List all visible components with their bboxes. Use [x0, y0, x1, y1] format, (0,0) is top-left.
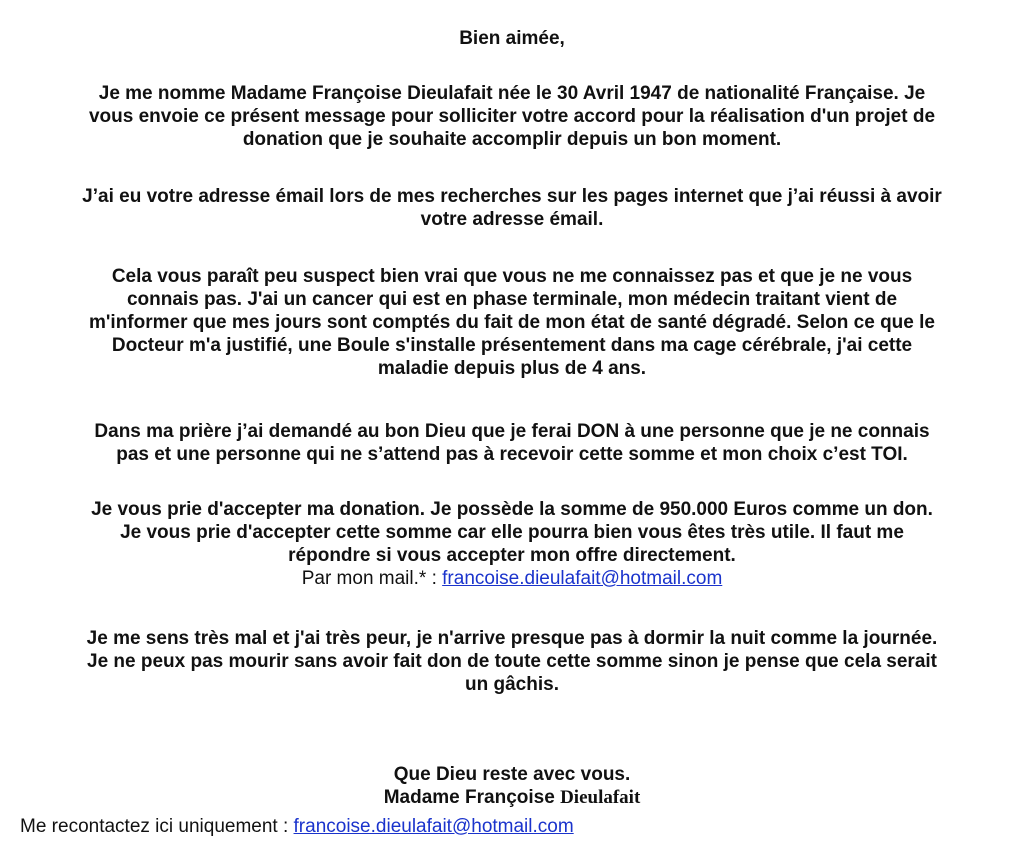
- paragraph-line: J’ai eu votre adresse émail lors de mes recherches sur les pages internet que j’ai réussi à avoir: [82, 186, 942, 207]
- paragraph-introduction: [12, 82, 1012, 151]
- paragraph-donation: [12, 498, 1012, 590]
- paragraph-line: connais pas. J'ai un cancer qui est en phase terminale, mon médecin traitant vient de: [126, 289, 898, 310]
- paragraph-line: Cela vous paraît peu suspect bien vrai que vous ne me connaissez pas et que je ne vous: [111, 266, 913, 287]
- paragraph-line: répondre si vous accepter mon offre directement.: [288, 545, 736, 566]
- paragraph-line: Docteur m'a justifié, une Boule s'installe présentement dans ma cage cérébrale, j'ai cette: [111, 335, 913, 356]
- paragraph-line: vous envoie ce présent message pour solliciter votre accord pour la réalisation d'un projet de: [88, 106, 936, 127]
- mail-address-link[interactable]: francoise.dieulafait@hotmail.com: [442, 568, 723, 589]
- paragraph-email-source: [12, 185, 1012, 231]
- paragraph-line: pas et une personne qui ne s’attend pas à recevoir cette somme et mon choix c’est TOI.: [116, 444, 908, 465]
- paragraph-line: m'informer que mes jours sont comptés du fait de mon état de santé dégradé. Selon ce que le: [89, 312, 935, 333]
- paragraph-fear: [12, 627, 1012, 696]
- paragraph-line: votre adresse émail.: [420, 209, 604, 230]
- paragraph-line: Je vous prie d'accepter ma donation. Je possède la somme de 950.000 Euros comme un don.: [91, 499, 933, 520]
- paragraph-prayer: [12, 420, 1012, 466]
- greeting-text: Bien aimée,: [459, 28, 565, 49]
- mail-label: Par mon mail.* :: [301, 568, 443, 589]
- greeting: [12, 27, 1012, 50]
- contact-line: [20, 815, 574, 838]
- paragraph-line: Je me nomme Madame Françoise Dieulafait née le 30 Avril 1947 de nationalité Française. Je: [98, 83, 926, 104]
- paragraph-line: maladie depuis plus de 4 ans.: [377, 358, 647, 379]
- signature-first: Madame Françoise: [383, 787, 561, 808]
- contact-address-link[interactable]: francoise.dieulafait@hotmail.com: [293, 816, 574, 837]
- signature: [12, 786, 1012, 809]
- paragraph-line: un gâchis.: [465, 674, 559, 695]
- paragraph-line: Je me sens très mal et j'ai très peur, je n'arrive presque pas à dormir la nuit comme la journée.: [86, 628, 938, 649]
- contact-label: Me recontactez ici uniquement :: [20, 816, 294, 837]
- signature-last: Dieulafait: [560, 787, 641, 808]
- paragraph-line: Je vous prie d'accepter cette somme car elle pourra bien vous êtes très utile. Il faut me: [120, 522, 904, 543]
- closing-line: Que Dieu reste avec vous.: [393, 764, 631, 785]
- paragraph-line: Dans ma prière j’ai demandé au bon Dieu que je ferai DON à une personne que je ne connais: [94, 421, 930, 442]
- paragraph-illness: [12, 265, 1012, 380]
- mail-line: [12, 567, 1012, 590]
- closing: [12, 763, 1012, 809]
- paragraph-line: Je ne peux pas mourir sans avoir fait don de toute cette somme sinon je pense que cela serait: [87, 651, 937, 672]
- paragraph-line: donation que je souhaite accomplir depuis un bon moment.: [242, 129, 782, 150]
